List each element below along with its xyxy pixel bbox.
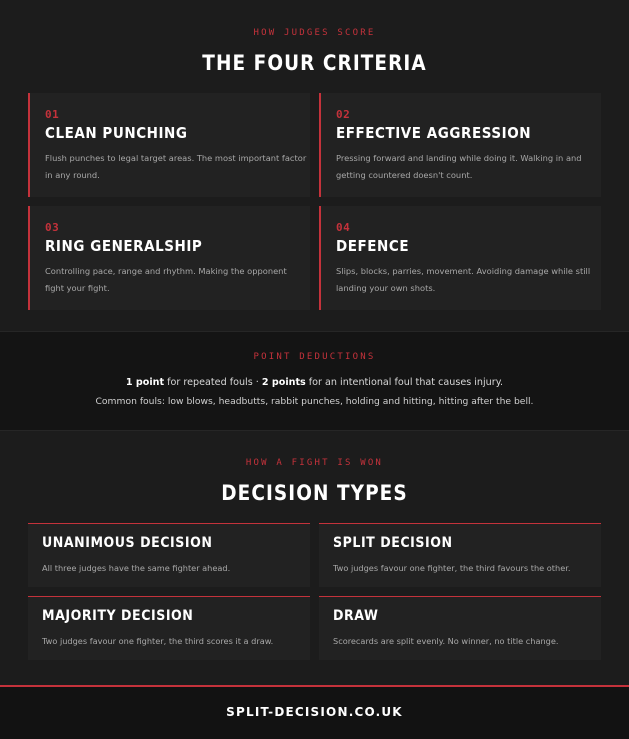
footer — [0, 685, 629, 739]
criteria-title: EFFECTIVE AGGRESSION — [336, 124, 532, 142]
decisions-eyebrow: HOW A FIGHT IS WON — [245, 458, 384, 468]
decision-description: All three judges have the same fighter ahead. — [42, 563, 231, 573]
criteria-card-clean-punching — [28, 93, 310, 197]
criteria-description: Flush punches to legal target areas. The most important factor in any round. — [45, 153, 307, 180]
decisions-section — [0, 431, 629, 685]
criteria-card-defence — [319, 206, 601, 310]
decision-description: Scorecards are split evenly. No winner, no title change. — [333, 636, 559, 646]
decision-card-draw — [319, 596, 601, 660]
footer-brand-link[interactable]: SPLIT-DECISION.CO.UK — [226, 705, 403, 719]
deductions-eyebrow: POINT DEDUCTIONS — [253, 352, 376, 362]
criteria-number: 01 — [45, 108, 60, 121]
criteria-number: 04 — [336, 221, 351, 234]
decision-title: SPLIT DECISION — [333, 535, 453, 551]
criteria-card-effective-aggression — [319, 93, 601, 197]
criteria-description: Slips, blocks, parries, movement. Avoiding damage while still landing your own shots. — [336, 266, 591, 293]
criteria-description: Pressing forward and landing while doing it. Walking in and getting countered doesn't count. — [336, 153, 582, 180]
criteria-number: 02 — [336, 108, 351, 121]
criteria-title: DEFENCE — [336, 237, 410, 255]
deductions-section — [0, 331, 629, 431]
decision-title: UNANIMOUS DECISION — [42, 535, 213, 551]
decision-description: Two judges favour one fighter, the third scores it a draw. — [42, 636, 274, 646]
decision-card-unanimous — [28, 523, 310, 587]
criteria-heading: THE FOUR CRITERIA — [202, 51, 427, 75]
criteria-description: Controlling pace, range and rhythm. Making the opponent fight your fight. — [45, 266, 287, 293]
common-fouls: Common fouls: low blows, headbutts, rabbit punches, holding and hitting, hitting after the bell. — [95, 396, 534, 407]
decision-card-split — [319, 523, 601, 587]
one-point-text: for repeated fouls · — [164, 377, 262, 388]
decision-title: DRAW — [333, 608, 379, 624]
two-points-label: 2 points — [261, 377, 306, 388]
deductions-summary — [0, 377, 629, 388]
criteria-section — [0, 0, 629, 331]
criteria-card-ring-generalship — [28, 206, 310, 310]
decision-title: MAJORITY DECISION — [42, 608, 194, 624]
two-points-text: for an intentional foul that causes injury. — [305, 377, 504, 388]
criteria-title: RING GENERALSHIP — [45, 237, 203, 255]
decision-card-majority — [28, 596, 310, 660]
decisions-heading: DECISION TYPES — [221, 481, 408, 505]
criteria-eyebrow: HOW JUDGES SCORE — [253, 28, 376, 38]
one-point-label: 1 point — [125, 377, 165, 388]
criteria-number: 03 — [45, 221, 60, 234]
criteria-title: CLEAN PUNCHING — [45, 124, 188, 142]
decision-description: Two judges favour one fighter, the third favours the other. — [333, 563, 571, 573]
